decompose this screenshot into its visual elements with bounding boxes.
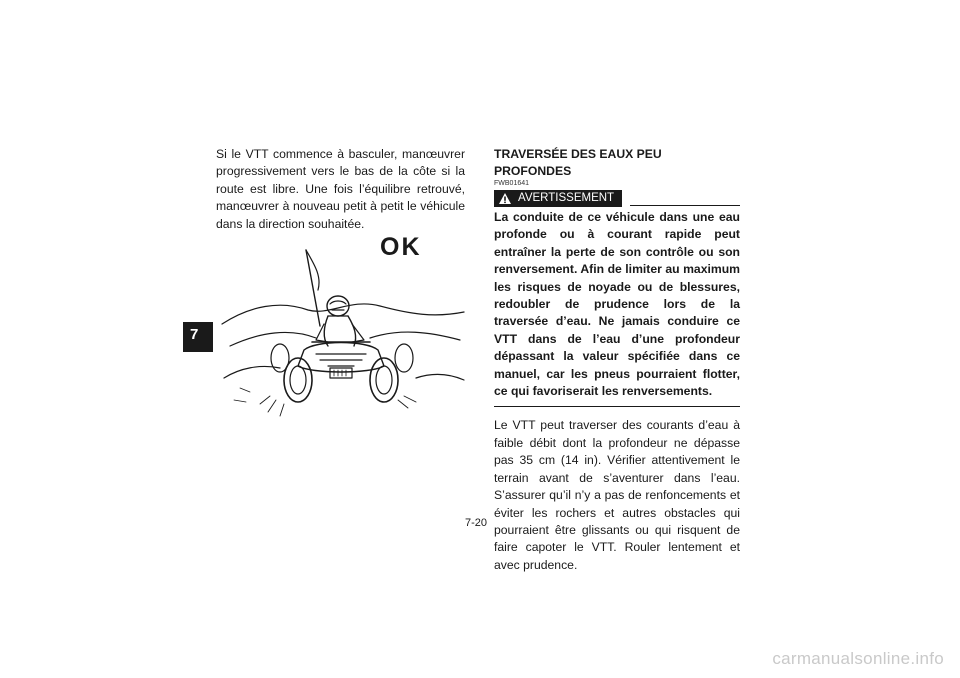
warning-label: AVERTISSEMENT [518, 192, 615, 204]
illustration-ok-label: OK [380, 233, 422, 261]
left-paragraph: Si le VTT commence à basculer, manœuvrer progressivement vers le bas de la côte si la route est libre. Une fois l’équilibre retrouvé, manœuvrer à nouveau petit à petit le véhicule dans la direction souhaitée. [216, 147, 465, 231]
warning-header [494, 189, 740, 207]
watermark: carmanualsonline.info [772, 649, 944, 668]
reference-code: FWB01641 [494, 180, 530, 187]
right-paragraph: Le VTT peut traverser des courants d’eau à faible débit dont la profondeur ne dépasse pas 35 cm (14 in). Vérifier attentivement le terrain avant de s’aventurer dans l’eau. S’assurer qu’il n’y a pas de renfoncements et éviter les rochers et autres obstacles qui pourraient être glissants ou qui risquent de faire capoter le VTT. Rouler lentement et avec prudence. [494, 418, 740, 572]
atv-rider-illustration [220, 228, 466, 420]
chapter-tab [183, 322, 213, 352]
warning-text: La conduite de ce véhicule dans une eau profonde ou à courant rapide peut entraîner la perte de son contrôle ou son renversement. Afin de limiter au maximum les risques de noyade ou de blessures, redoubler de prudence lors de la traversée d’eau. Ne jamais conduire ce VTT dans de l’eau d’une profondeur dépassant la valeur spécifiée dans ce manuel, car les pneus pourraient flotter, ce qui favoriserait les renversements. [494, 209, 740, 407]
page-number: 7-20 [465, 517, 488, 529]
chapter-number: 7 [190, 326, 199, 343]
warning-triangle-icon [498, 192, 512, 205]
warning-badge [494, 190, 622, 207]
right-column [494, 146, 740, 574]
left-column [216, 146, 465, 233]
section-title: TRAVERSÉE DES EAUX PEU PROFONDES [494, 147, 662, 178]
warning-rule [630, 205, 740, 206]
